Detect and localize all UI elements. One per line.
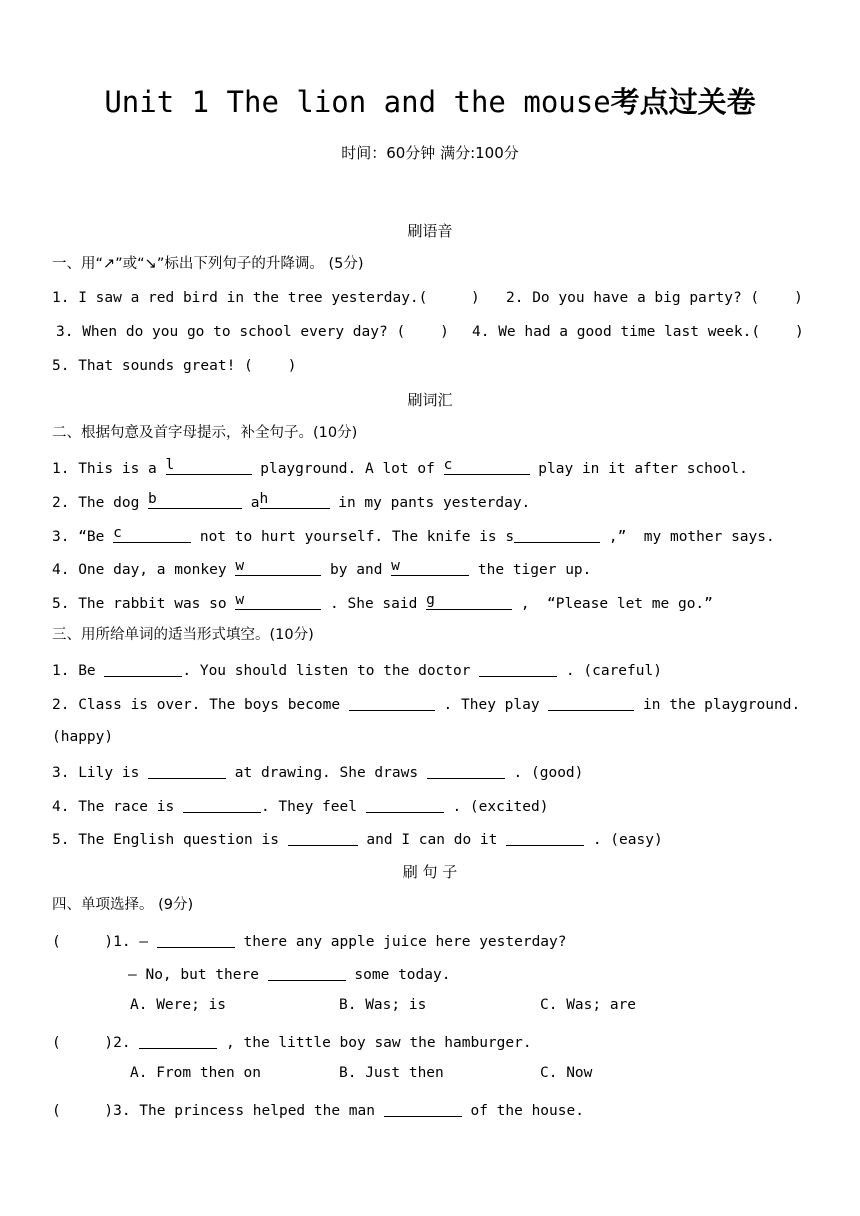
part4-q3: ( )3. The princess helped the man of the house.: [52, 1103, 584, 1119]
answer-blank[interactable]: g: [426, 594, 512, 610]
part4-q2-option-b[interactable]: B. Just then: [339, 1065, 444, 1081]
part1-q4: 4. We had a good time last week.( ): [472, 324, 804, 340]
answer-blank[interactable]: b: [148, 493, 242, 509]
part2-q5: 5. The rabbit was so w . She said g , “Please let me go.”: [52, 592, 713, 612]
part3-q2: 2. Class is over. The boys become . They play in the playground.: [52, 697, 801, 713]
answer-blank[interactable]: h: [260, 493, 330, 509]
part3-q5: 5. The English question is and I can do it . (easy): [52, 832, 663, 848]
section-vocabulary-heading: 刷词汇: [407, 391, 453, 409]
part4-instruction: 四、单项选择。 (9分): [52, 897, 194, 913]
part3-instruction: 三、用所给单词的适当形式填空。(10分): [52, 627, 314, 643]
answer-blank[interactable]: [427, 763, 505, 779]
answer-blank[interactable]: w: [235, 560, 321, 576]
answer-blank[interactable]: [104, 661, 182, 677]
part4-q1-option-a[interactable]: A. Were; is: [130, 997, 227, 1013]
time-score-info: 时间：60分钟 满分:100分: [341, 144, 519, 162]
answer-blank[interactable]: w: [391, 560, 469, 576]
part4-q1-option-b[interactable]: B. Was; is: [339, 997, 427, 1013]
answer-blank[interactable]: [548, 695, 634, 711]
part4-q2-option-a[interactable]: A. From then on: [130, 1065, 261, 1081]
answer-blank[interactable]: [479, 661, 557, 677]
part3-q1: 1. Be . You should listen to the doctor . (careful): [52, 663, 662, 679]
answer-blank[interactable]: [349, 695, 435, 711]
answer-blank[interactable]: [148, 763, 226, 779]
answer-blank[interactable]: [157, 932, 235, 948]
answer-blank[interactable]: [506, 830, 584, 846]
answer-blank[interactable]: l: [166, 459, 252, 475]
part2-instruction: 二、根据句意及首字母提示，补全句子。(10分): [52, 425, 358, 441]
part3-q3: 3. Lily is at drawing. She draws . (good): [52, 765, 584, 781]
answer-blank[interactable]: [268, 965, 346, 981]
part1-q5: 5. That sounds great! ( ): [52, 358, 297, 374]
title-chinese: 考点过关卷: [610, 85, 756, 119]
answer-blank[interactable]: c: [444, 459, 530, 475]
answer-blank[interactable]: w: [235, 594, 321, 610]
section-phonetics-heading: 刷语音: [407, 222, 453, 240]
part4-q2: ( )2. , the little boy saw the hamburger.: [52, 1035, 532, 1051]
part3-q2-continuation: (happy): [52, 729, 114, 745]
answer-blank[interactable]: c: [113, 527, 191, 543]
answer-blank[interactable]: [139, 1033, 217, 1049]
part4-q1: ( )1. — there any apple juice here yesterday?: [52, 934, 567, 950]
part3-q4: 4. The race is . They feel . (excited): [52, 799, 549, 815]
section-sentences-heading: 刷 句 子: [402, 863, 458, 881]
part4-q1-option-c[interactable]: C. Was; are: [540, 997, 637, 1013]
part4-q1-reply: — No, but there some today.: [128, 967, 451, 983]
part1-q3: 3. When do you go to school every day? ( ): [56, 324, 449, 340]
answer-blank[interactable]: [183, 797, 261, 813]
title-english: Unit 1 The lion and the mouse: [104, 85, 611, 119]
answer-blank[interactable]: [366, 797, 444, 813]
part4-q2-option-c[interactable]: C. Now: [540, 1065, 593, 1081]
answer-blank[interactable]: [288, 830, 358, 846]
part1-instruction: 一、用“↗”或“↘”标出下列句子的升降调。 (5分): [52, 256, 364, 272]
part2-q4: 4. One day, a monkey w by and w the tiger up.: [52, 558, 592, 578]
part2-q3: 3. “Be c not to hurt yourself. The knife is s ,” my mother says.: [52, 525, 775, 545]
part2-q1: 1. This is a l playground. A lot of c play in it after school.: [52, 457, 748, 477]
answer-blank[interactable]: [514, 527, 600, 543]
part2-q2: 2. The dog b a h in my pants yesterday.: [52, 491, 531, 511]
answer-blank[interactable]: [384, 1101, 462, 1117]
page-title: [0, 80, 860, 121]
part1-q1: 1. I saw a red bird in the tree yesterday.( ): [52, 290, 480, 306]
part1-q2: 2. Do you have a big party? ( ): [506, 290, 803, 306]
